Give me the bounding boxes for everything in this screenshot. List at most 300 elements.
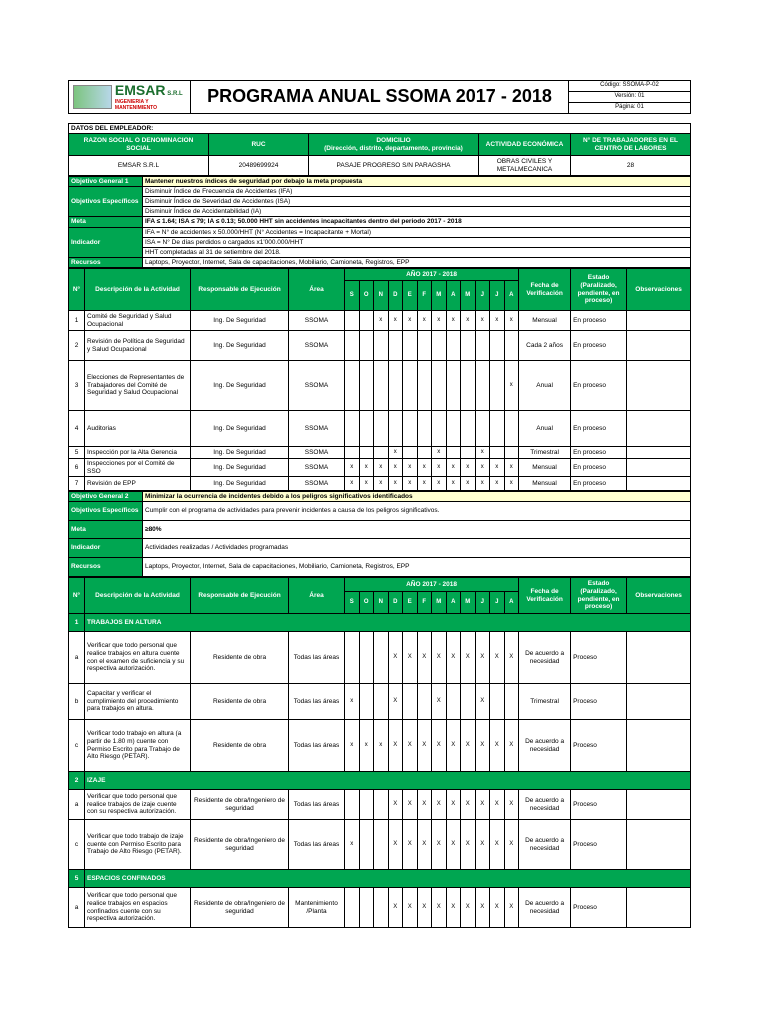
- month-mark: [490, 331, 505, 361]
- hazard-activity-row: [69, 820, 691, 870]
- month-header: A: [504, 281, 519, 311]
- row-area: Todas las áreas: [289, 632, 345, 684]
- row-number: 6: [69, 459, 85, 477]
- row-observaciones: [627, 331, 691, 361]
- logo-text: EMSAR: [114, 82, 166, 99]
- month-mark: x: [432, 477, 447, 491]
- month-mark: X: [446, 820, 461, 870]
- row-estado: En proceso: [571, 477, 627, 491]
- month-mark: X: [388, 790, 403, 820]
- month-mark: x: [345, 720, 360, 772]
- row-estado: Proceso: [571, 820, 627, 870]
- month-mark: [417, 684, 432, 720]
- obj2-especificos: Cumplir con el programa de actividades para prevenir incidentes a causa de los peligros significativos.: [143, 502, 691, 521]
- month-mark: [359, 790, 374, 820]
- month-mark: x: [432, 311, 447, 331]
- month-mark: X: [417, 790, 432, 820]
- month-mark: x: [417, 459, 432, 477]
- month-mark: x: [417, 477, 432, 491]
- section-row: [69, 772, 691, 790]
- month-mark: X: [403, 820, 418, 870]
- activities-1-table: [68, 268, 691, 491]
- month-mark: [403, 684, 418, 720]
- month-mark: x: [446, 477, 461, 491]
- month-mark: [374, 820, 389, 870]
- activity-row: [69, 477, 691, 491]
- row-responsable: Residente de obra: [191, 684, 289, 720]
- month-mark: [359, 632, 374, 684]
- row-estado: Proceso: [571, 684, 627, 720]
- row-observaciones: [627, 411, 691, 447]
- header-table: [68, 80, 691, 114]
- row-responsable: Residente de obra/Ingeniero de seguridad: [191, 790, 289, 820]
- month-mark: [403, 361, 418, 411]
- row-observaciones: [627, 361, 691, 411]
- month-mark: X: [446, 720, 461, 772]
- row-description: Comité de Seguridad y Salud Ocupacional: [85, 311, 191, 331]
- hazard-activity-row: [69, 684, 691, 720]
- row-number: 7: [69, 477, 85, 491]
- col-ruc: RUC: [209, 134, 309, 156]
- row-area: Todas las áreas: [289, 720, 345, 772]
- col-estado: Estado (Paralizado, pendiente, en proceso): [571, 269, 627, 311]
- month-mark: [359, 331, 374, 361]
- section-row: [69, 614, 691, 632]
- month-mark: x: [490, 459, 505, 477]
- month-mark: [388, 361, 403, 411]
- objective-1-table: [68, 176, 691, 268]
- month-mark: X: [388, 720, 403, 772]
- obj2-recursos: Laptops, Proyector, Internet, Sala de capacitaciones, Mobiliario, Camioneta, Registros, EPP: [143, 558, 691, 577]
- month-mark: X: [490, 632, 505, 684]
- col-area: Área: [289, 578, 345, 614]
- month-mark: [359, 888, 374, 928]
- row-fecha: Anual: [519, 411, 571, 447]
- month-mark: [374, 447, 389, 459]
- month-mark: X: [475, 790, 490, 820]
- section-number: 5: [69, 870, 85, 888]
- month-mark: [432, 361, 447, 411]
- obj1-indicador: HHT completadas al 31 de setiembre del 2018.: [143, 248, 691, 258]
- month-mark: [490, 684, 505, 720]
- col-razon: RAZON SOCIAL O DENOMINACION SOCIAL: [69, 134, 209, 156]
- month-mark: X: [490, 820, 505, 870]
- month-mark: x: [417, 311, 432, 331]
- month-mark: X: [432, 790, 447, 820]
- month-mark: x: [345, 459, 360, 477]
- row-area: SSOMA: [289, 331, 345, 361]
- month-mark: X: [504, 790, 519, 820]
- hazard-activity-row: [69, 790, 691, 820]
- month-mark: X: [475, 720, 490, 772]
- month-mark: x: [345, 477, 360, 491]
- month-header: A: [446, 281, 461, 311]
- row-responsable: Residente de obra/Ingeniero de seguridad: [191, 888, 289, 928]
- month-mark: x: [461, 459, 476, 477]
- month-mark: x: [504, 459, 519, 477]
- month-mark: X: [403, 790, 418, 820]
- month-mark: [345, 790, 360, 820]
- row-area: Todas las áreas: [289, 820, 345, 870]
- month-mark: [374, 684, 389, 720]
- month-mark: [359, 820, 374, 870]
- month-header: J: [475, 592, 490, 614]
- month-mark: x: [374, 720, 389, 772]
- month-mark: [374, 331, 389, 361]
- month-mark: x: [432, 459, 447, 477]
- logo-subtitle: INGENIERIA Y MANTENIMIENTO: [114, 98, 158, 111]
- activities-2-body: [69, 614, 691, 928]
- month-mark: [432, 411, 447, 447]
- document-sheet: [68, 80, 690, 928]
- col-anio: AÑO 2017 - 2018: [345, 578, 519, 592]
- section-row: [69, 870, 691, 888]
- month-mark: [475, 331, 490, 361]
- month-header: E: [403, 281, 418, 311]
- row-number: b: [69, 684, 85, 720]
- page-title: PROGRAMA ANUAL SSOMA 2017 - 2018: [191, 81, 569, 114]
- col-actividad: ACTIVIDAD ECONÓMICA: [479, 134, 571, 156]
- row-area: SSOMA: [289, 311, 345, 331]
- activity-row: [69, 411, 691, 447]
- row-estado: En proceso: [571, 311, 627, 331]
- col-domicilio-title: DOMICILIO: [376, 136, 411, 144]
- row-estado: Proceso: [571, 888, 627, 928]
- month-mark: X: [388, 632, 403, 684]
- row-estado: Proceso: [571, 720, 627, 772]
- month-mark: X: [388, 888, 403, 928]
- col-fecha: Fecha de Verificación: [519, 269, 571, 311]
- col-anio: AÑO 2017 - 2018: [345, 269, 519, 281]
- row-fecha: De acuerdo a necesidad: [519, 820, 571, 870]
- row-number: 4: [69, 411, 85, 447]
- activities-2-table: [68, 577, 691, 928]
- month-header: M: [461, 281, 476, 311]
- row-number: 2: [69, 331, 85, 361]
- month-mark: x: [345, 684, 360, 720]
- month-mark: x: [403, 459, 418, 477]
- month-mark: [345, 311, 360, 331]
- obj1-meta: IFA ≤ 1.64; ISA ≤ 79; IA ≤ 0.13; 50.000 HHT sin accidentes incapacitantes dentro del periodo 2017 - 2018: [143, 217, 691, 228]
- month-mark: [432, 331, 447, 361]
- month-mark: [446, 447, 461, 459]
- month-mark: [374, 888, 389, 928]
- month-header: J: [490, 281, 505, 311]
- row-description: Verificar que todo personal que realice trabajos de izaje cuente con su respectiva autorización.: [85, 790, 191, 820]
- month-mark: X: [504, 632, 519, 684]
- obj2-recursos-label: Recursos: [69, 558, 143, 577]
- month-mark: X: [461, 820, 476, 870]
- month-mark: [374, 790, 389, 820]
- month-mark: [504, 331, 519, 361]
- month-mark: x: [374, 311, 389, 331]
- month-mark: [461, 411, 476, 447]
- row-description: Verificar que todo personal que realice trabajos en espacios confinados cuente con su respectiva autorización.: [85, 888, 191, 928]
- month-mark: [345, 447, 360, 459]
- month-header: A: [504, 592, 519, 614]
- obj1-especifico: Disminuir Índice de Accidentabilidad (IA): [143, 207, 691, 217]
- row-area: Mantenimiento /Planta: [289, 888, 345, 928]
- row-estado: En proceso: [571, 361, 627, 411]
- month-mark: X: [446, 888, 461, 928]
- month-mark: x: [490, 311, 505, 331]
- month-mark: x: [446, 459, 461, 477]
- row-fecha: Mensual: [519, 459, 571, 477]
- obj1-recursos: Laptops, Proyector, Internet, Sala de capacitaciones, Mobiliario, Camioneta, Registros, EPP: [143, 258, 691, 268]
- month-mark: x: [359, 720, 374, 772]
- month-mark: x: [359, 477, 374, 491]
- col-observaciones: Observaciones: [627, 578, 691, 614]
- row-fecha: De acuerdo a necesidad: [519, 888, 571, 928]
- row-area: Todas las áreas: [289, 684, 345, 720]
- month-mark: [345, 361, 360, 411]
- month-mark: x: [374, 477, 389, 491]
- row-observaciones: [627, 888, 691, 928]
- month-mark: [446, 684, 461, 720]
- activities-1-head: [69, 269, 691, 311]
- month-header: J: [475, 281, 490, 311]
- row-observaciones: [627, 459, 691, 477]
- row-estado: En proceso: [571, 447, 627, 459]
- month-mark: [490, 411, 505, 447]
- obj1-especifico: Disminuir Índice de Severidad de Accidentes (ISA): [143, 197, 691, 207]
- month-mark: x: [504, 361, 519, 411]
- col-observaciones: Observaciones: [627, 269, 691, 311]
- month-mark: X: [461, 632, 476, 684]
- row-observaciones: [627, 790, 691, 820]
- month-header: E: [403, 592, 418, 614]
- month-mark: [446, 331, 461, 361]
- month-header: M: [432, 592, 447, 614]
- month-mark: X: [403, 632, 418, 684]
- month-mark: X: [417, 720, 432, 772]
- month-mark: X: [446, 790, 461, 820]
- month-mark: [359, 361, 374, 411]
- row-description: Inspecciones por el Comité de SSO: [85, 459, 191, 477]
- month-mark: x: [374, 459, 389, 477]
- row-number: a: [69, 632, 85, 684]
- row-estado: Proceso: [571, 790, 627, 820]
- row-fecha: Trimestral: [519, 447, 571, 459]
- activity-row: [69, 331, 691, 361]
- row-fecha: De acuerdo a necesidad: [519, 790, 571, 820]
- row-responsable: Ing. De Seguridad: [191, 447, 289, 459]
- actividad-value: OBRAS CIVILES Y METALMECANICA: [479, 156, 571, 176]
- month-mark: X: [475, 820, 490, 870]
- month-mark: [359, 684, 374, 720]
- trabajadores-value: 28: [571, 156, 691, 176]
- obj2-especificos-label: Objetivos Específicos: [69, 502, 143, 521]
- activity-row: [69, 447, 691, 459]
- month-mark: x: [359, 459, 374, 477]
- row-responsable: Ing. De Seguridad: [191, 459, 289, 477]
- month-mark: x: [461, 311, 476, 331]
- obj1-meta-label: Meta: [69, 217, 143, 228]
- month-mark: X: [461, 888, 476, 928]
- hazard-activity-row: [69, 632, 691, 684]
- col-responsable: Responsable de Ejecución: [191, 578, 289, 614]
- row-fecha: De acuerdo a necesidad: [519, 632, 571, 684]
- month-mark: X: [504, 820, 519, 870]
- obj1-label: Objetivo General 1: [69, 177, 143, 187]
- month-mark: x: [475, 311, 490, 331]
- row-area: SSOMA: [289, 459, 345, 477]
- objective-2-table: [68, 491, 691, 577]
- month-mark: [388, 331, 403, 361]
- month-header: S: [345, 281, 360, 311]
- row-estado: En proceso: [571, 411, 627, 447]
- month-mark: [490, 361, 505, 411]
- obj1-indicador: ISA = N° De días perdidos o cargados x1'000.000/HHT: [143, 238, 691, 248]
- activity-row: [69, 311, 691, 331]
- row-number: 5: [69, 447, 85, 459]
- month-header: F: [417, 592, 432, 614]
- row-area: SSOMA: [289, 361, 345, 411]
- month-mark: [374, 632, 389, 684]
- month-mark: x: [504, 477, 519, 491]
- month-mark: [461, 361, 476, 411]
- row-description: Elecciones de Representantes de Trabajadores del Comité de Seguridad y Salud Ocupacional: [85, 361, 191, 411]
- row-responsable: Ing. De Seguridad: [191, 311, 289, 331]
- month-mark: X: [388, 684, 403, 720]
- obj1-especificos-label: Objetivos Específicos: [69, 187, 143, 217]
- month-mark: X: [417, 820, 432, 870]
- hazard-activity-row: [69, 720, 691, 772]
- row-responsable: Ing. De Seguridad: [191, 331, 289, 361]
- doc-code: Código: SSOMA-P-02: [569, 81, 691, 92]
- month-mark: X: [461, 720, 476, 772]
- hazard-activity-row: [69, 888, 691, 928]
- month-mark: [417, 411, 432, 447]
- row-description: Verificar que todo trabajo de izaje cuente con Permiso Escrito para Trabajo de Alto Riesgo (PETAR).: [85, 820, 191, 870]
- month-header: F: [417, 281, 432, 311]
- month-mark: x: [475, 477, 490, 491]
- row-estado: En proceso: [571, 459, 627, 477]
- row-area: SSOMA: [289, 447, 345, 459]
- obj1-especifico: Disminuir Índice de Frecuencia de Accidentes (IFA): [143, 187, 691, 197]
- obj1-indicador-label: Indicador: [69, 228, 143, 258]
- col-estado: Estado (Paralizado, pendiente, en proceso): [571, 578, 627, 614]
- row-responsable: Ing. De Seguridad: [191, 361, 289, 411]
- month-mark: [446, 361, 461, 411]
- month-mark: [374, 411, 389, 447]
- month-mark: x: [461, 477, 476, 491]
- month-mark: X: [432, 632, 447, 684]
- month-mark: x: [388, 447, 403, 459]
- month-mark: [403, 447, 418, 459]
- month-mark: X: [504, 888, 519, 928]
- month-header: J: [490, 592, 505, 614]
- section-title: ESPACIOS CONFINADOS: [85, 870, 691, 888]
- month-mark: [374, 361, 389, 411]
- obj2-label: Objetivo General 2: [69, 492, 143, 502]
- row-fecha: Mensual: [519, 477, 571, 491]
- month-mark: [345, 411, 360, 447]
- month-mark: [417, 447, 432, 459]
- month-header: N: [374, 281, 389, 311]
- row-description: Verificar todo trabajo en altura (a partir de 1.80 m) cuente con Permiso Escrito para Trabajo de Alto Riesgo (PETAR).: [85, 720, 191, 772]
- month-mark: X: [432, 684, 447, 720]
- obj2-indicador-label: Indicador: [69, 539, 143, 558]
- row-responsable: Residente de obra: [191, 720, 289, 772]
- month-mark: X: [475, 888, 490, 928]
- month-mark: X: [417, 632, 432, 684]
- month-mark: [446, 411, 461, 447]
- row-number: a: [69, 888, 85, 928]
- month-mark: [359, 311, 374, 331]
- month-header: N: [374, 592, 389, 614]
- row-estado: Proceso: [571, 632, 627, 684]
- month-mark: [504, 447, 519, 459]
- month-mark: X: [490, 790, 505, 820]
- month-mark: X: [432, 888, 447, 928]
- month-mark: x: [504, 311, 519, 331]
- razon-value: EMSAR S.R.L: [69, 156, 209, 176]
- col-area: Área: [289, 269, 345, 311]
- row-description: Revisión de EPP: [85, 477, 191, 491]
- obj2-meta: ≥80%: [143, 521, 691, 539]
- month-mark: [490, 447, 505, 459]
- employer-section-label: DATOS DEL EMPLEADOR:: [69, 124, 691, 134]
- section-title: TRABAJOS EN ALTURA: [85, 614, 691, 632]
- month-mark: x: [403, 311, 418, 331]
- section-number: 2: [69, 772, 85, 790]
- month-mark: [359, 411, 374, 447]
- row-observaciones: [627, 820, 691, 870]
- month-header: O: [359, 281, 374, 311]
- month-mark: [461, 684, 476, 720]
- month-mark: [403, 411, 418, 447]
- row-description: Inspección por la Alta Gerencia: [85, 447, 191, 459]
- month-mark: X: [504, 720, 519, 772]
- row-number: c: [69, 820, 85, 870]
- doc-version: Versión: 01: [569, 92, 691, 103]
- row-responsable: Ing. De Seguridad: [191, 411, 289, 447]
- col-domicilio: [309, 134, 479, 156]
- month-mark: [345, 331, 360, 361]
- row-area: SSOMA: [289, 477, 345, 491]
- month-mark: [388, 411, 403, 447]
- col-responsable: Responsable de Ejecución: [191, 269, 289, 311]
- month-mark: x: [475, 459, 490, 477]
- month-mark: x: [490, 477, 505, 491]
- month-mark: x: [388, 477, 403, 491]
- month-header: M: [432, 281, 447, 311]
- obj2-meta-label: Meta: [69, 521, 143, 539]
- month-mark: X: [490, 888, 505, 928]
- col-n: N°: [69, 578, 85, 614]
- month-mark: X: [461, 790, 476, 820]
- month-mark: [504, 411, 519, 447]
- row-fecha: Anual: [519, 361, 571, 411]
- month-header: S: [345, 592, 360, 614]
- obj1-text: Mantener nuestros índices de seguridad por debajo la meta propuesta: [143, 177, 691, 187]
- month-mark: [417, 361, 432, 411]
- month-mark: x: [432, 447, 447, 459]
- domicilio-value: PASAJE PROGRESO S/N PARAGSHA: [309, 156, 479, 176]
- row-number: 3: [69, 361, 85, 411]
- row-number: c: [69, 720, 85, 772]
- month-mark: [475, 411, 490, 447]
- row-observaciones: [627, 477, 691, 491]
- doc-page: Página: 01: [569, 103, 691, 114]
- row-observaciones: [627, 311, 691, 331]
- col-trabajadores: N° DE TRABAJADORES EN EL CENTRO DE LABORES: [571, 134, 691, 156]
- activity-row: [69, 459, 691, 477]
- month-header: D: [388, 592, 403, 614]
- activities-2-head: [69, 578, 691, 614]
- row-observaciones: [627, 684, 691, 720]
